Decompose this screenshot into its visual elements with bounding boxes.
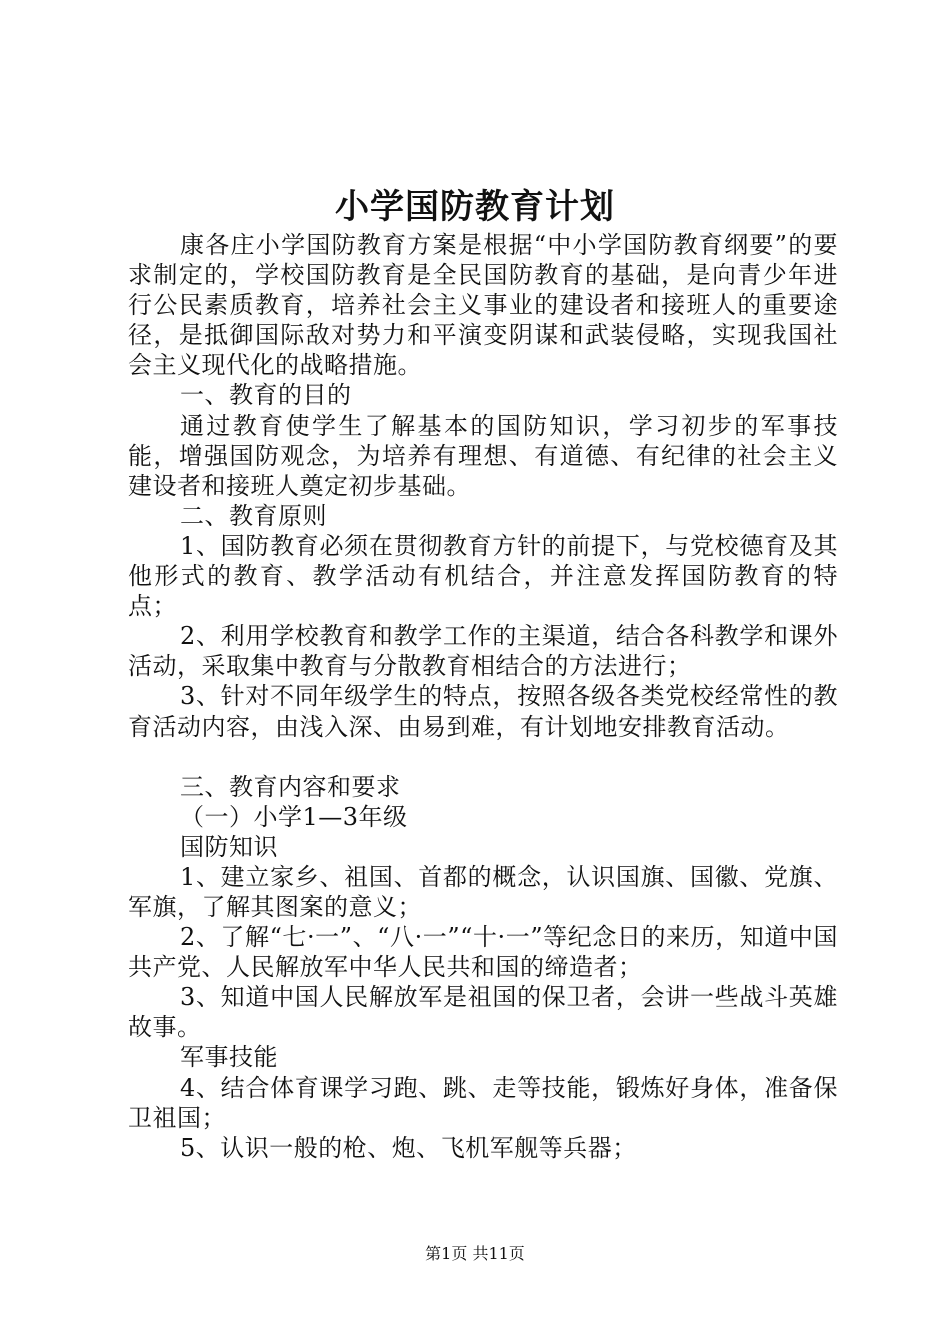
paragraph-knowledge-3: 3、知道中国人民解放军是祖国的保卫者，会讲一些战斗英雄故事。	[128, 983, 838, 1042]
paragraph-principle-3: 3、针对不同年级学生的特点，按照各级各类党校经常性的教育活动内容，由浅入深、由易到难，有计划地安排教育活动。	[128, 682, 838, 741]
paragraph-skill-4: 4、结合体育课学习跑、跳、走等技能，锻炼好身体，准备保卫祖国；	[128, 1073, 838, 1132]
paragraph-knowledge-2: 2、了解“七·一”、“八·一”“十·一”等纪念日的来历，知道中国共产党、人民解放军中华人民共和国的缔造者；	[128, 923, 838, 982]
page-footer: 第1页 共11页	[425, 1244, 525, 1263]
paragraph-intro: 康各庄小学国防教育方案是根据“中小学国防教育纲要”的要求制定的，学校国防教育是全民国防教育的基础，是向青少年进行公民素质教育，培养社会主义事业的建设者和接班人的重要途径，是抵御国际敌对势力和平演变阴谋和武装侵略，实现我国社会主义现代化的战略措施。	[128, 231, 838, 380]
paragraph-purpose: 通过教育使学生了解基本的国防知识，学习初步的军事技能，增强国防观念，为培养有理想、有道德、有纪律的社会主义建设者和接班人奠定初步基础。	[128, 411, 838, 500]
paragraph-skill-5: 5、认识一般的枪、炮、飞机军舰等兵器；	[180, 1133, 637, 1162]
document-body	[128, 230, 838, 1163]
heading-principles: 二、教育原则	[180, 501, 327, 530]
paragraph-knowledge-1: 1、建立家乡、祖国、首都的概念，认识国旗、国徽、党旗、军旗，了解其图案的意义；	[128, 862, 838, 921]
subheading-grade-1-3: （一）小学1—3年级	[180, 802, 408, 831]
heading-content: 三、教育内容和要求	[180, 772, 401, 801]
heading-purpose: 一、教育的目的	[180, 381, 352, 410]
document-title: 小学国防教育计划	[335, 187, 615, 227]
paragraph-principle-2: 2、利用学校教育和教学工作的主渠道，结合各科教学和课外活动，采取集中教育与分散教育相结合的方法进行；	[128, 622, 838, 681]
subheading-military-skills: 军事技能	[180, 1043, 278, 1072]
paragraph-principle-1: 1、国防教育必须在贯彻教育方针的前提下，与党校德育及其他形式的教育、教学活动有机结合，并注意发挥国防教育的特点；	[128, 531, 838, 621]
subheading-defense-knowledge: 国防知识	[180, 832, 278, 861]
